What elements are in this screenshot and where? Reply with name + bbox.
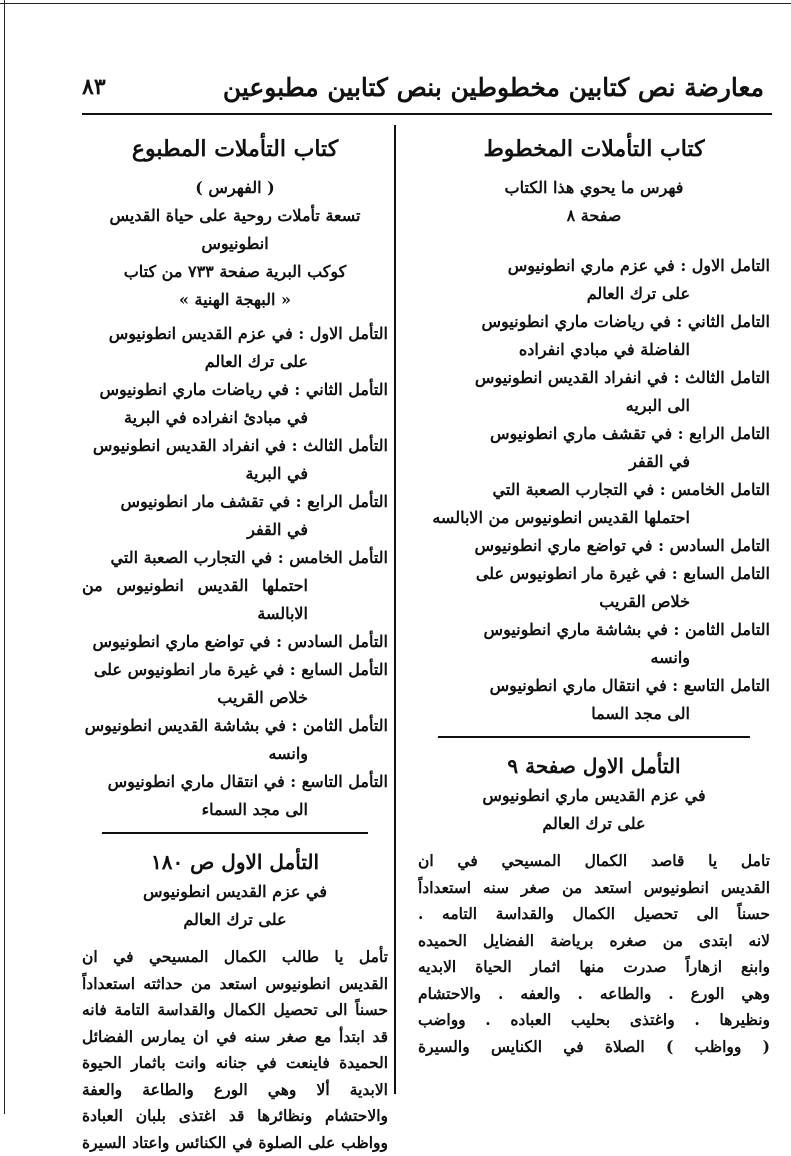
body-line: حسناً الى تحصيل الكمال والقداسة التامه .	[418, 901, 770, 928]
manuscript-section-title: التأمل الاول صفحة ٩	[418, 750, 770, 782]
entry-text: في انتقال ماري انطونيوس	[108, 772, 285, 791]
printed-section-subtitle-2: على ترك العالم	[82, 906, 388, 934]
printed-body-text	[82, 944, 388, 1156]
printed-section-rule	[102, 832, 368, 834]
column-divider	[394, 125, 396, 1094]
entry-lead: التأمل التاسع :	[290, 772, 388, 791]
entry-lead: التامل الثالث :	[674, 368, 770, 387]
printed-intro-line-1: تسعة تأملات روحية على حياة القديس انطونيوس	[82, 202, 388, 258]
scan-left-border	[4, 0, 5, 1114]
entry-continuation: وانسه	[82, 740, 388, 768]
index-entry	[418, 252, 770, 308]
entry-text: في غيرة مار انطونيوس على	[476, 564, 666, 583]
manuscript-column	[418, 130, 770, 1060]
index-entry	[418, 476, 770, 532]
entry-text: في انتقال ماري انطونيوس	[490, 676, 667, 695]
entry-text: في تواضع ماري انطونيوس	[475, 536, 653, 555]
entry-continuation: الى البريه	[418, 392, 770, 420]
entry-continuation: خلاص القريب	[82, 684, 388, 712]
index-entry	[82, 376, 388, 432]
printed-intro-line-2: كوكب البرية صفحة ٧٣٣ من كتاب	[82, 258, 388, 286]
entry-lead: التامل الخامس :	[660, 480, 770, 499]
entry-continuation: في البرية	[82, 460, 388, 488]
index-entry	[418, 308, 770, 364]
document-page	[22, 0, 784, 1114]
index-entry	[82, 320, 388, 376]
header-title: معارضة نص كتابين مخطوطين بنص كتابين مطبوعين	[223, 73, 764, 102]
manuscript-index-page: صفحة ٨	[418, 202, 770, 230]
entry-text: في تقشف مار انطونيوس	[120, 492, 290, 511]
entry-continuation: احتملها القديس انطونيوس من الابالسة	[82, 572, 388, 628]
body-line: ونظيرها . واغتذى بحليب العباده . وواضب	[418, 1007, 770, 1034]
index-entry	[418, 420, 770, 476]
body-line: وهي الورع . والطاعه . والعفه . والاحتشام	[418, 981, 770, 1008]
entry-lead: التأمل السادس :	[276, 632, 388, 651]
index-entry	[82, 544, 388, 628]
index-entry	[418, 532, 770, 560]
index-entry	[82, 656, 388, 712]
header-rule	[82, 113, 772, 115]
entry-text: في تواضع ماري انطونيوس	[93, 632, 271, 651]
entry-text: في التجارب الصعبة التي	[493, 480, 655, 499]
entry-continuation: احتملها القديس انطونيوس من الابالسه	[418, 504, 770, 532]
entry-lead: التامل التاسع :	[672, 676, 770, 695]
body-line: القديس انطونيوس استعد من صغر سنه استعداداً	[418, 875, 770, 902]
body-line: الابدية ألا وهي الورع والطاعة والعفة	[82, 1077, 388, 1104]
printed-index-list	[82, 320, 388, 824]
body-line: تامل يا قاصد الكمال المسيحي في ان	[418, 848, 770, 875]
entry-lead: التامل السادس :	[658, 536, 770, 555]
page-header	[82, 62, 764, 112]
entry-text: في انفراد القديس انطونيوس	[475, 368, 668, 387]
entry-text: في رياضات ماري انطونيوس	[100, 380, 289, 399]
printed-intro-line-3: « البهجة الهنية »	[82, 286, 388, 314]
entry-lead: التأمل الخامس :	[278, 548, 388, 567]
entry-text: في بشاشة ماري انطونيوس	[484, 620, 668, 639]
manuscript-body-text	[418, 848, 770, 1060]
index-entry	[82, 488, 388, 544]
entry-text: في بشاشة القديس انطونيوس	[85, 716, 286, 735]
body-line: وواظب على الصلوة في الكنائس واعتاد السيرة	[82, 1130, 388, 1156]
index-entry	[82, 768, 388, 824]
index-entry	[418, 560, 770, 616]
entry-text: في انفراد القديس انطونيوس	[93, 436, 286, 455]
entry-lead: التامل السابع :	[672, 564, 770, 583]
printed-section-title: التأمل الاول ص ١٨٠	[82, 846, 388, 878]
body-line: وابنع ازهاراً صدرت منها اثمار الحياة الابديه	[418, 954, 770, 981]
printed-column	[82, 130, 388, 1156]
manuscript-section-rule	[438, 736, 750, 738]
printed-book-title: كتاب التأملات المطبوع	[82, 136, 388, 162]
entry-continuation: في مبادئ انفراده في البرية	[82, 404, 388, 432]
entry-continuation: في القفر	[418, 448, 770, 476]
index-entry	[82, 432, 388, 488]
body-line: والاحتشام ونظائرها قد اغتذى بلبان العبادة	[82, 1103, 388, 1130]
manuscript-section-subtitle-2: على ترك العالم	[418, 810, 770, 838]
entry-continuation: في القفر	[82, 516, 388, 544]
entry-lead: التامل الرابع :	[678, 424, 770, 443]
body-line: القديس انطونيوس استعد من حداثته استعداداً	[82, 971, 388, 998]
manuscript-index-list	[418, 252, 770, 728]
entry-text: في رياضات ماري انطونيوس	[482, 312, 671, 331]
index-entry	[418, 364, 770, 420]
index-entry	[418, 616, 770, 672]
entry-text: في تقشف ماري انطونيوس	[490, 424, 672, 443]
entry-lead: التأمل الرابع :	[296, 492, 388, 511]
index-entry	[418, 672, 770, 728]
manuscript-section-subtitle-1: في عزم القديس ماري انطونيوس	[418, 782, 770, 810]
entry-lead: التأمل السابع :	[290, 660, 388, 679]
entry-continuation: الى مجد السماء	[82, 796, 388, 824]
entry-lead: التأمل الثاني :	[294, 380, 388, 399]
entry-lead: التأمل الثامن :	[291, 716, 388, 735]
entry-text: في غيرة مار انطونيوس على	[94, 660, 284, 679]
entry-continuation: على ترك العالم	[418, 280, 770, 308]
body-line: قد ابتدأ مع صغر سنه في ان يمارس الفضائل	[82, 1024, 388, 1051]
page-number: ٨٣	[82, 74, 106, 100]
entry-continuation: الى مجد السما	[418, 700, 770, 728]
entry-text: في عزم ماري انطونيوس	[508, 256, 675, 275]
body-line: حسناً الى تحصيل الكمال والقداسة التامة فانه	[82, 997, 388, 1024]
body-line: تأمل يا طالب الكمال المسيحي في ان	[82, 944, 388, 971]
body-line: لانه ابتدى من صغره برياضة الفضايل الحميده	[418, 928, 770, 955]
entry-lead: التأمل الاول :	[298, 324, 388, 343]
entry-continuation: وانسه	[418, 644, 770, 672]
entry-lead: التامل الثاني :	[676, 312, 770, 331]
entry-continuation: على ترك العالم	[82, 348, 388, 376]
body-line: الحميدة فاينعت في جنانه وانت باثمار الحيوة	[82, 1050, 388, 1077]
entry-text: في عزم القديس انطونيوس	[109, 324, 293, 343]
printed-index-heading: ( الفهرس )	[82, 174, 388, 202]
entry-text: في التجارب الصعبة التي	[111, 548, 273, 567]
entry-lead: التامل الاول :	[680, 256, 770, 275]
entry-lead: التأمل الثالث :	[292, 436, 388, 455]
printed-section-subtitle-1: في عزم القديس انطونيوس	[82, 878, 388, 906]
entry-continuation: الفاضلة في مبادي انفراده	[418, 336, 770, 364]
index-entry	[82, 712, 388, 768]
manuscript-book-title: كتاب التأملات المخطوط	[418, 136, 770, 162]
manuscript-index-heading: فهرس ما يحوي هذا الكتاب	[418, 174, 770, 202]
body-line: ( وواظب ) الصلاة في الكنايس والسيرة	[418, 1034, 770, 1061]
entry-lead: التامل الثامن :	[673, 620, 770, 639]
entry-continuation: خلاص القريب	[418, 588, 770, 616]
index-entry	[82, 628, 388, 656]
